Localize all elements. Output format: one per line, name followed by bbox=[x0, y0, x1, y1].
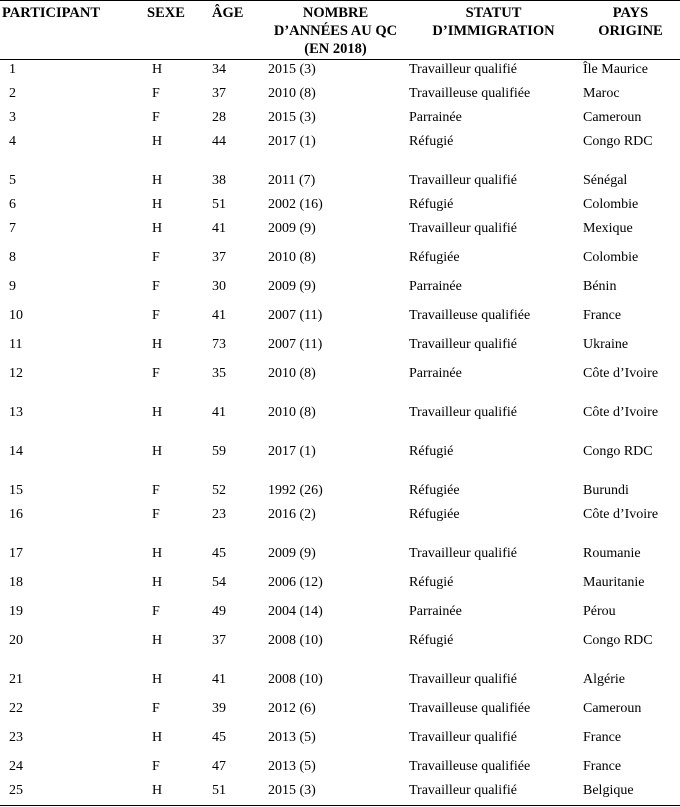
cell-statut: Travailleur qualifié bbox=[409, 62, 517, 77]
cell-pays: Burundi bbox=[583, 482, 629, 498]
header-pays: PAYS ORIGINE bbox=[581, 0, 680, 60]
cell-participant: 25 bbox=[9, 782, 23, 798]
cell-sexe: H bbox=[152, 443, 163, 459]
cell-pays: Colombie bbox=[583, 249, 639, 265]
cell-nombre: 2006 (12) bbox=[268, 574, 323, 590]
cell-statut: Parrainée bbox=[409, 109, 462, 125]
cell-pays: Algérie bbox=[583, 671, 625, 687]
cell-age: 37 bbox=[212, 249, 226, 265]
cell-statut: Réfugié bbox=[409, 133, 454, 149]
cell-nombre: 2002 (16) bbox=[268, 196, 323, 212]
cell-sexe: F bbox=[152, 85, 160, 101]
cell-participant: 23 bbox=[9, 729, 23, 745]
cell-age: 23 bbox=[212, 506, 226, 522]
cell-nombre: 2008 (10) bbox=[268, 632, 323, 648]
cell-age: 45 bbox=[212, 729, 226, 745]
cell-age: 30 bbox=[212, 278, 226, 294]
table-row bbox=[0, 195, 680, 219]
cell-age: 34 bbox=[212, 62, 226, 77]
table-row bbox=[0, 442, 680, 481]
cell-nombre: 2015 (3) bbox=[268, 782, 316, 798]
cell-participant: 13 bbox=[9, 404, 23, 420]
table-row bbox=[0, 670, 680, 699]
cell-participant: 2 bbox=[9, 85, 16, 101]
header-sexe: SEXE bbox=[145, 0, 210, 60]
cell-statut: Travailleuse qualifiée bbox=[409, 700, 531, 716]
cell-age: 49 bbox=[212, 603, 226, 619]
cell-sexe: H bbox=[152, 404, 163, 420]
cell-age: 52 bbox=[212, 482, 226, 498]
cell-sexe: F bbox=[152, 278, 160, 294]
cell-sexe: H bbox=[152, 632, 163, 648]
table-row bbox=[0, 505, 680, 544]
cell-pays: Mexique bbox=[583, 220, 633, 236]
cell-age: 44 bbox=[212, 133, 226, 149]
cell-sexe: H bbox=[152, 62, 163, 77]
cell-sexe: H bbox=[152, 545, 163, 561]
cell-nombre: 2010 (8) bbox=[268, 365, 316, 381]
cell-age: 41 bbox=[212, 220, 226, 236]
table-row bbox=[0, 481, 680, 505]
cell-age: 51 bbox=[212, 196, 226, 212]
cell-pays: Bénin bbox=[583, 278, 617, 294]
cell-statut: Parrainée bbox=[409, 603, 462, 619]
cell-pays: France bbox=[583, 307, 622, 323]
table-row bbox=[0, 699, 680, 728]
cell-nombre: 2010 (8) bbox=[268, 85, 316, 101]
header-age: ÂGE bbox=[210, 0, 265, 60]
cell-participant: 18 bbox=[9, 574, 23, 590]
cell-participant: 4 bbox=[9, 133, 16, 149]
cell-sexe: H bbox=[152, 574, 163, 590]
cell-sexe: H bbox=[152, 336, 163, 352]
table-row bbox=[0, 219, 680, 248]
cell-statut: Travailleur qualifié bbox=[409, 671, 517, 687]
cell-age: 38 bbox=[212, 172, 226, 188]
cell-participant: 7 bbox=[9, 220, 16, 236]
cell-statut: Travailleur qualifié bbox=[409, 336, 517, 352]
cell-pays: France bbox=[583, 729, 622, 745]
table-row bbox=[0, 757, 680, 781]
cell-pays: Roumanie bbox=[583, 545, 641, 561]
cell-nombre: 2013 (5) bbox=[268, 758, 316, 774]
cell-statut: Réfugié bbox=[409, 574, 454, 590]
cell-sexe: F bbox=[152, 482, 160, 498]
table-row bbox=[0, 781, 680, 801]
cell-nombre: 2011 (7) bbox=[268, 172, 316, 188]
cell-age: 39 bbox=[212, 700, 226, 716]
cell-nombre: 2009 (9) bbox=[268, 220, 316, 236]
cell-statut: Travailleur qualifié bbox=[409, 172, 517, 188]
cell-age: 45 bbox=[212, 545, 226, 561]
cell-participant: 17 bbox=[9, 545, 23, 561]
table-row bbox=[0, 132, 680, 171]
cell-nombre: 2007 (11) bbox=[268, 307, 323, 323]
cell-participant: 6 bbox=[9, 196, 16, 212]
cell-participant: 14 bbox=[9, 443, 23, 459]
cell-sexe: H bbox=[152, 220, 163, 236]
header-nombre: NOMBRE D’ANNÉES AU QC (EN 2018) bbox=[265, 0, 406, 60]
cell-pays: Congo RDC bbox=[583, 632, 653, 648]
cell-age: 41 bbox=[212, 671, 226, 687]
cell-age: 73 bbox=[212, 336, 226, 352]
table-row bbox=[0, 403, 680, 442]
cell-age: 28 bbox=[212, 109, 226, 125]
cell-pays: Ukraine bbox=[583, 336, 629, 352]
cell-nombre: 2009 (9) bbox=[268, 545, 316, 561]
cell-statut: Parrainée bbox=[409, 278, 462, 294]
cell-statut: Parrainée bbox=[409, 365, 462, 381]
table-row bbox=[0, 306, 680, 335]
table-row bbox=[0, 277, 680, 306]
cell-age: 41 bbox=[212, 404, 226, 420]
cell-participant: 3 bbox=[9, 109, 16, 125]
cell-participant: 12 bbox=[9, 365, 23, 381]
cell-statut: Réfugiée bbox=[409, 506, 460, 522]
cell-nombre: 2017 (1) bbox=[268, 443, 316, 459]
cell-participant: 8 bbox=[9, 249, 16, 265]
cell-sexe: H bbox=[152, 671, 163, 687]
cell-pays: Mauritanie bbox=[583, 574, 645, 590]
cell-nombre: 2009 (9) bbox=[268, 278, 316, 294]
table-row bbox=[0, 602, 680, 631]
cell-sexe: F bbox=[152, 307, 160, 323]
cell-age: 47 bbox=[212, 758, 226, 774]
cell-pays: Belgique bbox=[583, 782, 634, 798]
table-header bbox=[0, 0, 680, 60]
header-statut: STATUT D’IMMIGRATION bbox=[406, 0, 581, 60]
cell-sexe: H bbox=[152, 782, 163, 798]
table-row bbox=[0, 248, 680, 277]
cell-statut: Réfugiée bbox=[409, 482, 460, 498]
cell-age: 35 bbox=[212, 365, 226, 381]
cell-participant: 19 bbox=[9, 603, 23, 619]
cell-nombre: 2012 (6) bbox=[268, 700, 316, 716]
table-top-rule bbox=[0, 0, 680, 1]
cell-statut: Travailleur qualifié bbox=[409, 729, 517, 745]
cell-pays: Côte d’Ivoire bbox=[583, 365, 659, 381]
cell-age: 54 bbox=[212, 574, 226, 590]
cell-pays: Côte d’Ivoire bbox=[583, 404, 659, 420]
cell-sexe: H bbox=[152, 133, 163, 149]
cell-nombre: 2008 (10) bbox=[268, 671, 323, 687]
cell-statut: Travailleuse qualifiée bbox=[409, 85, 531, 101]
cell-pays: Pérou bbox=[583, 603, 616, 619]
cell-statut: Travailleur qualifié bbox=[409, 545, 517, 561]
cell-pays: Congo RDC bbox=[583, 133, 653, 149]
cell-sexe: H bbox=[152, 196, 163, 212]
cell-sexe: F bbox=[152, 506, 160, 522]
cell-nombre: 1992 (26) bbox=[268, 482, 323, 498]
cell-pays: Cameroun bbox=[583, 700, 642, 716]
cell-participant: 20 bbox=[9, 632, 23, 648]
cell-pays: France bbox=[583, 758, 622, 774]
cell-nombre: 2007 (11) bbox=[268, 336, 323, 352]
cell-nombre: 2017 (1) bbox=[268, 133, 316, 149]
cell-sexe: H bbox=[152, 172, 163, 188]
cell-statut: Réfugié bbox=[409, 443, 454, 459]
cell-sexe: F bbox=[152, 249, 160, 265]
cell-statut: Travailleur qualifié bbox=[409, 404, 517, 420]
cell-participant: 22 bbox=[9, 700, 23, 716]
table-row bbox=[0, 84, 680, 108]
cell-nombre: 2010 (8) bbox=[268, 249, 316, 265]
cell-sexe: F bbox=[152, 109, 160, 125]
cell-participant: 21 bbox=[9, 671, 23, 687]
cell-sexe: F bbox=[152, 603, 160, 619]
cell-age: 37 bbox=[212, 632, 226, 648]
table-row bbox=[0, 60, 680, 84]
cell-nombre: 2013 (5) bbox=[268, 729, 316, 745]
table-row bbox=[0, 573, 680, 602]
table-row bbox=[0, 108, 680, 132]
cell-pays: Côte d’Ivoire bbox=[583, 506, 659, 522]
cell-pays: Cameroun bbox=[583, 109, 642, 125]
table-row bbox=[0, 364, 680, 403]
header-participant: PARTICIPANT bbox=[0, 0, 145, 60]
cell-sexe: F bbox=[152, 700, 160, 716]
cell-sexe: H bbox=[152, 729, 163, 745]
cell-statut: Réfugié bbox=[409, 196, 454, 212]
cell-participant: 24 bbox=[9, 758, 23, 774]
table-bottom-rule bbox=[0, 805, 680, 806]
header-row bbox=[0, 0, 680, 60]
cell-pays: Maroc bbox=[583, 85, 620, 101]
table-row bbox=[0, 728, 680, 757]
cell-statut: Réfugié bbox=[409, 632, 454, 648]
cell-age: 59 bbox=[212, 443, 226, 459]
cell-participant: 5 bbox=[9, 172, 16, 188]
cell-pays: Sénégal bbox=[583, 172, 628, 188]
cell-statut: Réfugiée bbox=[409, 249, 460, 265]
cell-participant: 11 bbox=[9, 336, 23, 352]
cell-participant: 9 bbox=[9, 278, 16, 294]
cell-sexe: F bbox=[152, 758, 160, 774]
table-row bbox=[0, 631, 680, 670]
cell-pays: Colombie bbox=[583, 196, 639, 212]
table-row bbox=[0, 544, 680, 573]
cell-nombre: 2015 (3) bbox=[268, 109, 316, 125]
table-row bbox=[0, 171, 680, 195]
cell-nombre: 2004 (14) bbox=[268, 603, 323, 619]
cell-age: 37 bbox=[212, 85, 226, 101]
cell-nombre: 2015 (3) bbox=[268, 62, 316, 77]
cell-age: 51 bbox=[212, 782, 226, 798]
table-row bbox=[0, 335, 680, 364]
cell-nombre: 2010 (8) bbox=[268, 404, 316, 420]
cell-participant: 15 bbox=[9, 482, 23, 498]
cell-participant: 1 bbox=[9, 62, 16, 77]
cell-statut: Travailleuse qualifiée bbox=[409, 307, 531, 323]
cell-statut: Travailleuse qualifiée bbox=[409, 758, 531, 774]
cell-sexe: F bbox=[152, 365, 160, 381]
cell-participant: 10 bbox=[9, 307, 23, 323]
cell-statut: Travailleur qualifié bbox=[409, 220, 517, 236]
cell-pays: Congo RDC bbox=[583, 443, 653, 459]
table-body bbox=[0, 60, 680, 801]
cell-nombre: 2016 (2) bbox=[268, 506, 316, 522]
cell-age: 41 bbox=[212, 307, 226, 323]
cell-statut: Travailleur qualifié bbox=[409, 782, 517, 798]
cell-participant: 16 bbox=[9, 506, 23, 522]
cell-pays: Île Maurice bbox=[583, 62, 648, 77]
